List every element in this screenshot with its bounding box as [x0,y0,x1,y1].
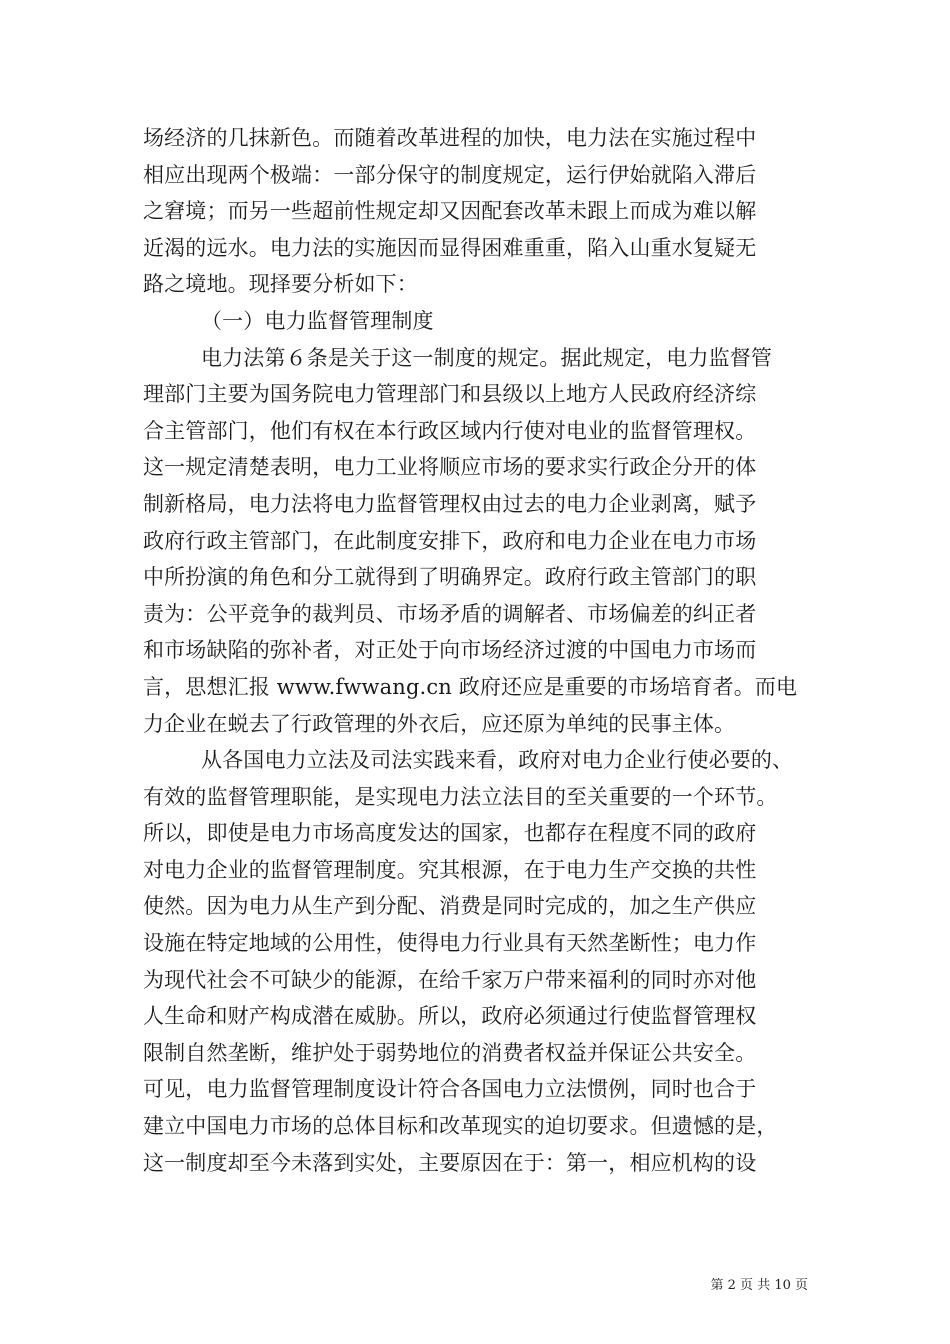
text-line: 责为：公平竞争的裁判员、市场矛盾的调解者、市场偏差的纠正者 [143,601,757,626]
text-line: 限制自然垄断，维护处于弱势地位的消费者权益并保证公共安全。 [143,1040,757,1065]
text-line: 相应出现两个极端：一部分保守的制度规定，运行伊始就陷入滞后 [143,162,757,187]
text-line: 建立中国电力市场的总体目标和改革现实的迫切要求。但遗憾的是， [143,1114,778,1139]
text-line: 有效的监督管理职能，是实现电力法立法目的至关重要的一个环节。 [143,784,778,809]
text-line: 人生命和财产构成潜在威胁。所以，政府必须通过行使监督管理权 [143,1004,757,1029]
text-line: 使然。因为电力从生产到分配、消费是同时完成的，加之生产供应 [143,894,757,919]
text-line: 从各国电力立法及司法实践来看，政府对电力企业行使必要的、 [201,748,794,773]
text-line: 电力法第６条是关于这一制度的规定。据此规定，电力监督管 [201,345,773,370]
page-footer [711,1278,808,1294]
text-line: 对电力企业的监督管理制度。究其根源，在于电力生产交换的共性 [143,857,757,882]
text-line: 为现代社会不可缺少的能源，在给千家万户带来福利的同时亦对他 [143,967,757,992]
text-line: （一）电力监督管理制度 [201,308,434,333]
text-line: 之窘境；而另一些超前性规定却又因配套改革未跟上而成为难以解 [143,199,757,224]
text-line: 可见，电力监督管理制度设计符合各国电力立法惯例，同时也合于 [143,1077,757,1102]
page-number-label: 第 2 页 共 10 页 [710,1278,808,1293]
text-line: 制新格局，电力法将电力监督管理权由过去的电力企业剥离，赋予 [143,491,757,516]
text-line: 场经济的几抹新色。而随着改革进程的加快，电力法在实施过程中 [143,126,757,150]
text-line: 理部门主要为国务院电力管理部门和县级以上地方人民政府经济综 [143,382,757,407]
text-line: 设施在特定地域的公用性，使得电力行业具有天然垄断性；电力作 [143,931,757,956]
text-line: 这一规定清楚表明，电力工业将顺应市场的要求实行政企分开的体 [143,455,757,480]
text-line: 近渴的远水。电力法的实施因而显得困难重重，陷入山重水复疑无 [143,235,757,260]
text-line: 路之境地。现择要分析如下： [143,272,418,297]
body-text [143,120,808,1181]
text-line: 中所扮演的角色和分工就得到了明确界定。政府行政主管部门的职 [143,565,757,590]
text-line: 所以，即使是电力市场高度发达的国家，也都存在程度不同的政府 [143,821,757,846]
text-line: 合主管部门，他们有权在本行政区域内行使对电业的监督管理权。 [143,418,757,443]
text-line: 政府行政主管部门，在此制度安排下，政府和电力企业在电力市场 [143,528,757,553]
text-line: 和市场缺陷的弥补者，对正处于向市场经济过渡的中国电力市场而 [143,638,757,663]
text-line: 言，思想汇报 www.fwwang.cn 政府还应是重要的市场培育者。而电 [143,674,798,699]
text-line: 这一制度却至今未落到实处，主要原因在于：第一，相应机构的设 [143,1150,757,1175]
text-line: 力企业在蜕去了行政管理的外衣后，应还原为单纯的民事主体。 [143,711,736,736]
